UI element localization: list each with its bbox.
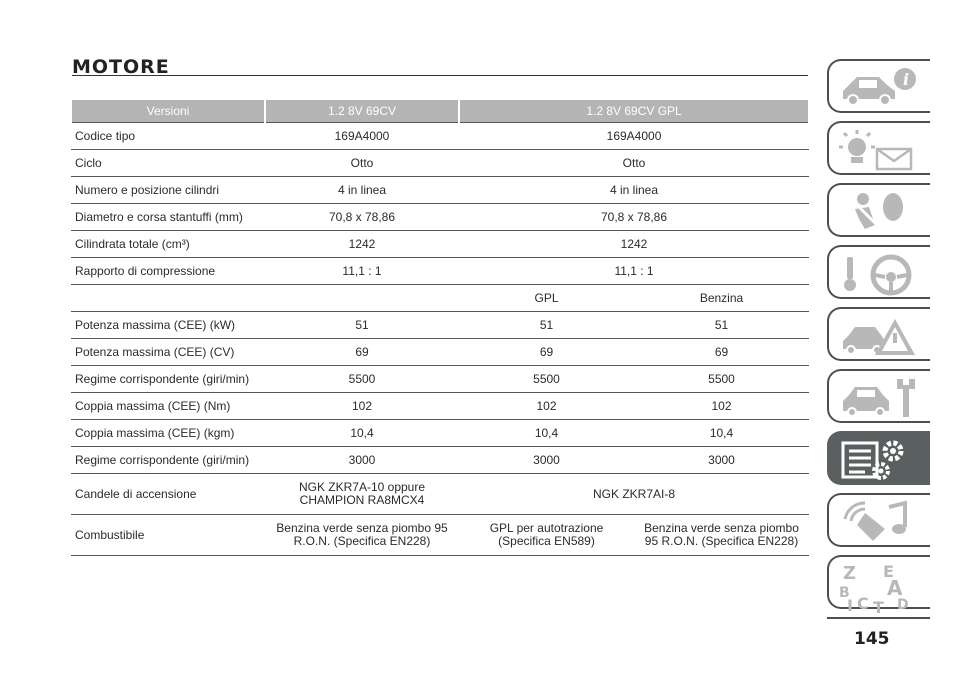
value-version-1 (265, 515, 459, 556)
svg-text:D: D (897, 597, 909, 613)
value-benzina (634, 515, 809, 556)
svg-text:I: I (847, 596, 853, 615)
svg-text:T: T (873, 598, 884, 617)
tab-warning-lights[interactable] (827, 121, 930, 175)
fuel-subheader-row (71, 285, 809, 312)
table-row (71, 393, 809, 420)
value-benzina: 3000 (634, 447, 809, 474)
warning-lights-icon (835, 127, 925, 173)
value-line: Benzina verde senza piombo (644, 521, 799, 535)
row-label: Numero e posizione cilindri (71, 177, 265, 204)
table-row (71, 312, 809, 339)
row-label: Diametro e corsa stantuffi (mm) (71, 204, 265, 231)
value-version-1: 10,4 (265, 420, 459, 447)
header-version-1: 1.2 8V 69CV (265, 100, 459, 123)
row-label: Rapporto di compressione (71, 258, 265, 285)
value-benzina: 51 (634, 312, 809, 339)
value-version-1: 51 (265, 312, 459, 339)
row-label: Candele di accensione (71, 474, 265, 515)
value-version-2: 169A4000 (459, 123, 809, 150)
table-row (71, 420, 809, 447)
empty-cell (71, 285, 265, 312)
value-line: 95 R.O.N. (Specifica EN228) (644, 534, 799, 548)
table-row (71, 204, 809, 231)
tab-technical-data[interactable] (827, 431, 930, 485)
row-label: Coppia massima (CEE) (Nm) (71, 393, 265, 420)
subheader-benzina: Benzina (634, 285, 809, 312)
car-maintenance-icon (835, 375, 925, 421)
value-gpl: 5500 (459, 366, 634, 393)
table-row (71, 474, 809, 515)
value-version-1: 3000 (265, 447, 459, 474)
row-label: Cilindrata totale (cm³) (71, 231, 265, 258)
value-line: Benzina verde senza piombo 95 (276, 521, 448, 535)
tab-bar-bottom-rule (827, 617, 930, 619)
subheader-gpl: GPL (459, 285, 634, 312)
value-version-1: 102 (265, 393, 459, 420)
value-version-2: NGK ZKR7AI-8 (459, 474, 809, 515)
value-version-2: Otto (459, 150, 809, 177)
value-version-1: 169A4000 (265, 123, 459, 150)
value-benzina: 10,4 (634, 420, 809, 447)
table-row (71, 123, 809, 150)
row-label: Potenza massima (CEE) (kW) (71, 312, 265, 339)
value-gpl (459, 515, 634, 556)
car-info-icon (835, 65, 925, 111)
row-label: Coppia massima (CEE) (kgm) (71, 420, 265, 447)
row-label: Combustibile (71, 515, 265, 556)
table-row (71, 447, 809, 474)
title-divider (72, 75, 808, 76)
empty-cell (265, 285, 459, 312)
table-row (71, 258, 809, 285)
value-line: GPL per autotrazione (489, 521, 604, 535)
value-line: CHAMPION RA8MCX4 (299, 493, 425, 507)
value-version-1: 11,1 : 1 (265, 258, 459, 285)
table-header-row (71, 100, 809, 123)
key-steering-wheel-icon (835, 251, 925, 297)
technical-data-icon (835, 437, 925, 483)
svg-text:B: B (839, 585, 850, 601)
page-number: 145 (854, 629, 890, 649)
value-version-2: 11,1 : 1 (459, 258, 809, 285)
table-row (71, 366, 809, 393)
table-row (71, 231, 809, 258)
value-version-1: Otto (265, 150, 459, 177)
value-version-1: 1242 (265, 231, 459, 258)
svg-text:C: C (857, 594, 869, 613)
value-benzina: 69 (634, 339, 809, 366)
row-label: Ciclo (71, 150, 265, 177)
value-line: (Specifica EN589) (498, 534, 595, 548)
value-version-1 (265, 474, 459, 515)
value-gpl: 69 (459, 339, 634, 366)
value-benzina: 5500 (634, 366, 809, 393)
tab-alphabetical-index[interactable] (827, 555, 930, 617)
value-line: NGK ZKR7A-10 oppure (298, 480, 426, 494)
svg-text:Z: Z (843, 563, 857, 584)
value-gpl: 10,4 (459, 420, 634, 447)
value-version-1: 5500 (265, 366, 459, 393)
multimedia-icon (835, 499, 925, 545)
row-label: Potenza massima (CEE) (CV) (71, 339, 265, 366)
tab-car-info[interactable] (827, 59, 930, 113)
table-row (71, 339, 809, 366)
value-line: R.O.N. (Specifica EN228) (293, 534, 431, 548)
value-version-1: 4 in linea (265, 177, 459, 204)
engine-spec-table (70, 100, 810, 556)
value-version-2: 4 in linea (459, 177, 809, 204)
value-version-2: 1242 (459, 231, 809, 258)
row-label: Regime corrispondente (giri/min) (71, 447, 265, 474)
value-version-2: 70,8 x 78,86 (459, 204, 809, 231)
alphabetical-index-icon (835, 561, 925, 617)
airbag-safety-icon (835, 189, 925, 235)
value-benzina: 102 (634, 393, 809, 420)
tab-key-steering[interactable] (827, 245, 930, 299)
svg-text:i: i (903, 70, 910, 89)
row-label: Codice tipo (71, 123, 265, 150)
value-gpl: 51 (459, 312, 634, 339)
table-row (71, 150, 809, 177)
value-gpl: 102 (459, 393, 634, 420)
value-version-1: 69 (265, 339, 459, 366)
tab-multimedia[interactable] (827, 493, 930, 547)
header-versions: Versioni (71, 100, 265, 123)
table-row (71, 515, 809, 556)
header-version-2: 1.2 8V 69CV GPL (459, 100, 809, 123)
tab-airbag-safety[interactable] (827, 183, 930, 237)
value-version-1: 70,8 x 78,86 (265, 204, 459, 231)
table-row (71, 177, 809, 204)
tab-car-emergency[interactable] (827, 307, 930, 361)
section-title: MOTORE (72, 56, 170, 78)
row-label: Regime corrispondente (giri/min) (71, 366, 265, 393)
svg-text:A: A (887, 576, 903, 600)
svg-text:E: E (883, 562, 894, 581)
tab-car-maintenance[interactable] (827, 369, 930, 423)
value-gpl: 3000 (459, 447, 634, 474)
car-emergency-icon (835, 313, 925, 359)
